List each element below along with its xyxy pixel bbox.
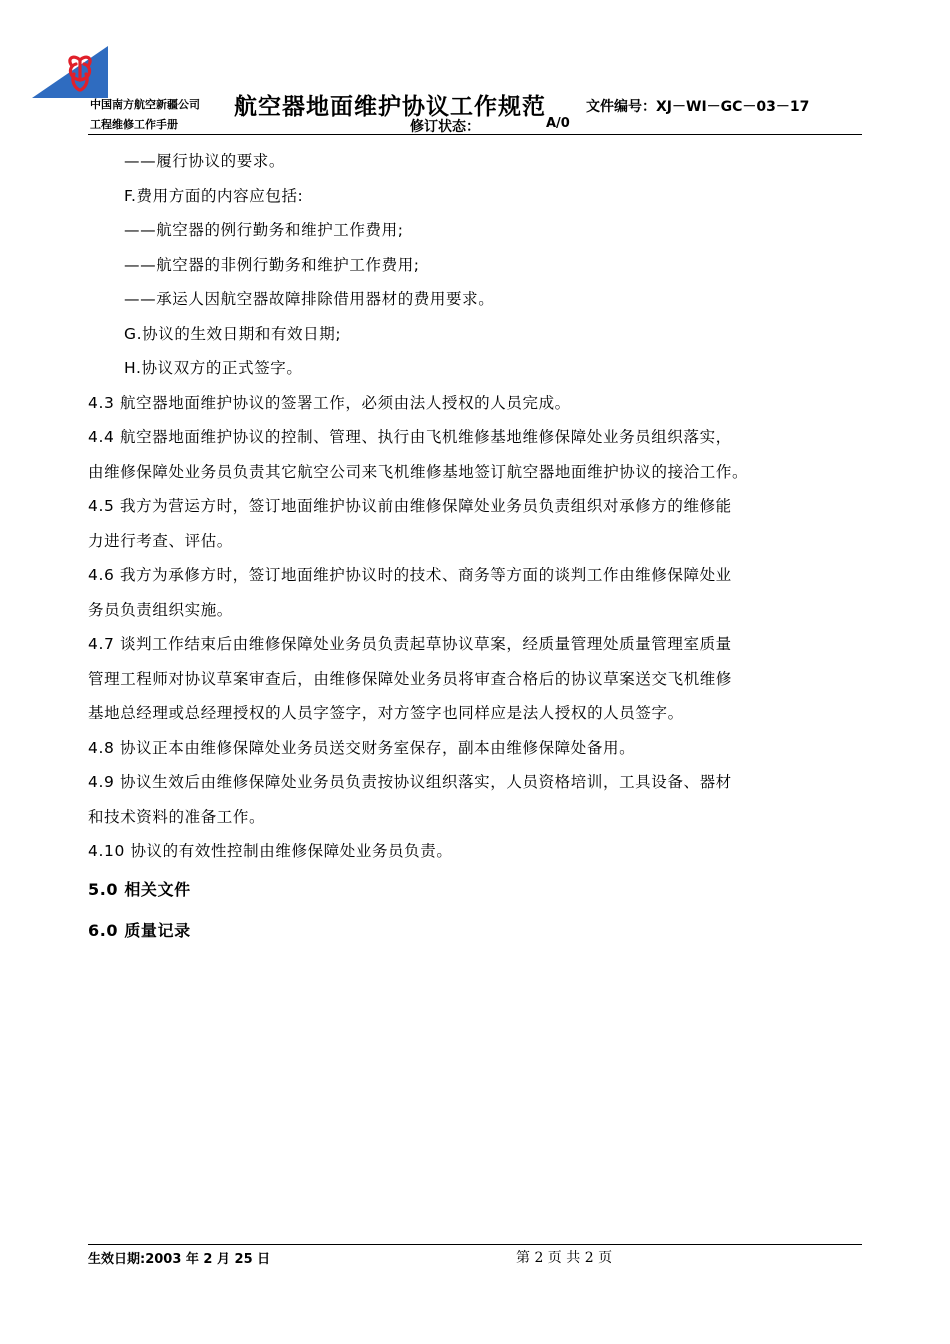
revision-label: 修订状态： <box>410 119 480 135</box>
company-logo-icon <box>32 44 122 100</box>
clause-4-7: 4.7 谈判工作结束后由维修保障处业务员负责起草协议草案，经质量管理处质量管理室质量 <box>88 635 732 653</box>
revision-value: A/0 <box>546 116 570 131</box>
body-line: 基地总经理或总经理授权的人员字签字，对方签字也同样应是法人授权的人员签字。 <box>88 704 684 722</box>
clause-4-3: 4.3 航空器地面维护协议的签署工作，必须由法人授权的人员完成。 <box>88 393 571 412</box>
body-line: 力进行考查、评估。 <box>88 531 233 550</box>
header-divider <box>88 134 862 135</box>
clause-4-10: 4.10 协议的有效性控制由维修保障处业务员负责。 <box>88 842 453 860</box>
manual-name: 工程维修工作手册 <box>90 118 178 131</box>
document-title: 航空器地面维护协议工作规范 <box>234 94 546 120</box>
clause-4-4: 4.4 航空器地面维护协议的控制、管理、执行由飞机维修基地维修保障处业务员组织落实， <box>88 428 732 446</box>
effective-date: 生效日期:2003 年 2 月 25 日 <box>88 1252 271 1267</box>
body-line: ——履行协议的要求。 <box>124 152 286 170</box>
body-line: G.协议的生效日期和有效日期; <box>124 324 342 343</box>
footer-divider <box>88 1244 862 1245</box>
body-line: F.费用方面的内容应包括: <box>124 186 304 205</box>
page-number: 第 2 页 共 2 页 <box>516 1250 613 1266</box>
company-name: 中国南方航空新疆公司 <box>90 98 200 111</box>
body-line: 管理工程师对协议草案审查后，由维修保障处业务员将审查合格后的协议草案送交飞机维修 <box>88 669 733 688</box>
body-line: ——承运人因航空器故障排除借用器材的费用要求。 <box>124 290 495 308</box>
body-line: H.协议双方的正式签字。 <box>124 359 303 377</box>
section-heading-related-documents: 5.0 相关文件 <box>88 879 191 899</box>
clause-4-9: 4.9 协议生效后由维修保障处业务员负责按协议组织落实，人员资格培训，工具设备、器材 <box>88 773 732 791</box>
body-line: 务员负责组织实施。 <box>88 600 233 619</box>
body-line: ——航空器的非例行勤务和维护工作费用; <box>124 255 420 274</box>
clause-4-8: 4.8 协议正本由维修保障处业务员送交财务室保存，副本由维修保障处备用。 <box>88 738 636 757</box>
section-heading-quality-records: 6.0 质量记录 <box>88 920 191 940</box>
clause-4-6: 4.6 我方为承修方时，签订地面维护协议时的技术、商务等方面的谈判工作由维修保障处业 <box>88 566 732 584</box>
file-number: 文件编号：XJ－WI－GC－03－17 <box>586 99 810 115</box>
body-line: 由维修保障处业务员负责其它航空公司来飞机维修基地签订航空器地面维护协议的接洽工作。 <box>88 462 749 481</box>
body-line: 和技术资料的准备工作。 <box>88 807 266 826</box>
body-line: ——航空器的例行勤务和维护工作费用; <box>124 221 404 239</box>
document-body <box>88 144 862 951</box>
clause-4-5: 4.5 我方为营运方时，签订地面维护协议前由维修保障处业务员负责组织对承修方的维修能 <box>88 497 732 515</box>
